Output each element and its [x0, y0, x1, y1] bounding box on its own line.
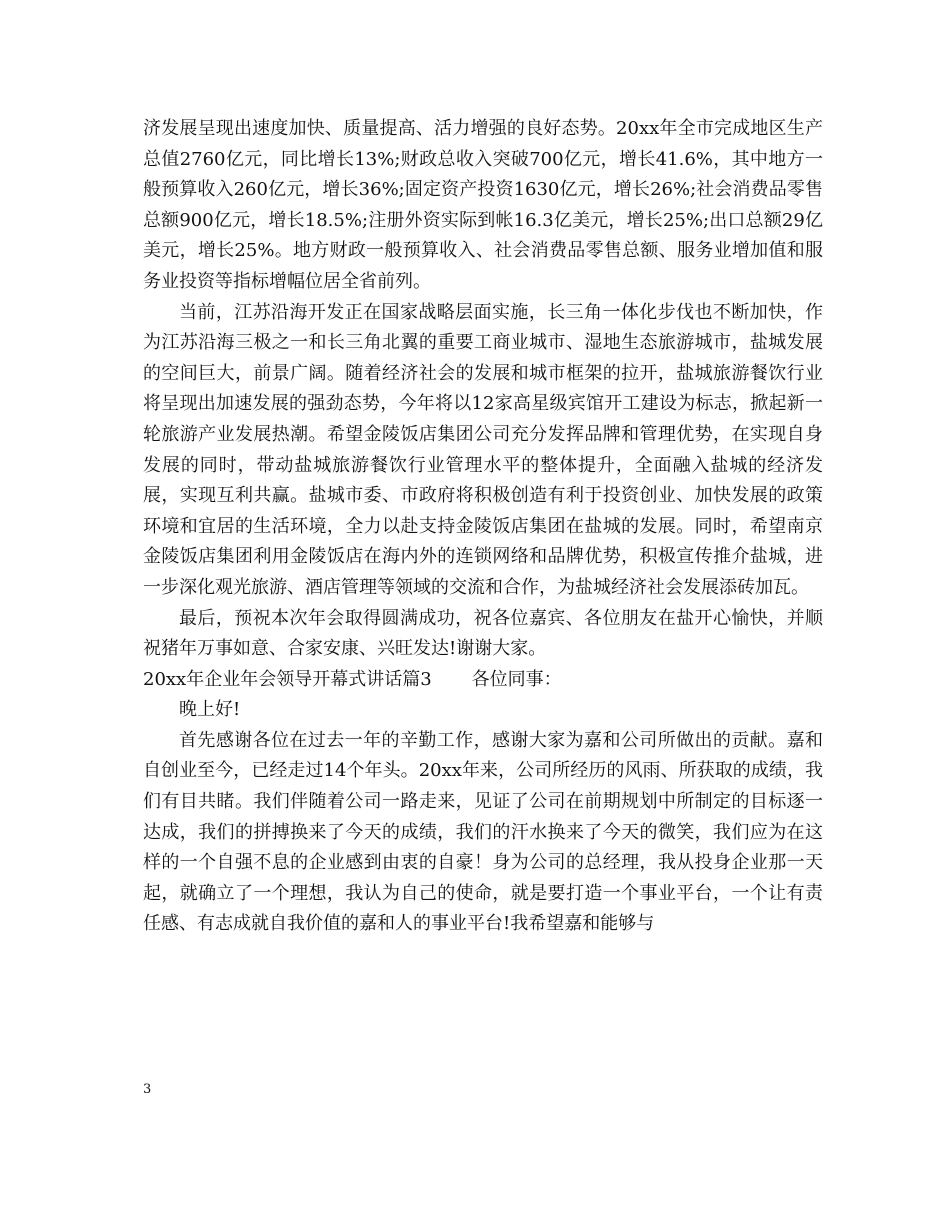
document-body — [143, 114, 823, 940]
paragraph-closing-wishes: 最后，预祝本次年会取得圆满成功，祝各位嘉宾、各位朋友在盐开心愉快，并顺祝猪年万事如意、合家安康、兴旺发达!谢谢大家。 — [143, 607, 823, 660]
greeting: 晚上好! — [179, 699, 241, 721]
paragraph-economy-stats: 济发展呈现出速度加快、质量提高、活力增强的良好态势。20xx年全市完成地区生产总值2760亿元，同比增长13%;财政总收入突破700亿元，增长41.6%，其中地方一般预算收入260亿元，增长36%;固定资产投资1630亿元，增长26%;社会消费品零售总额900亿元，增长18.5%;注册外资实际到帐16.3亿美元，增长25%;出口总额29亿美元，增长25%。地方财政一般预算收入、社会消费品零售总额、服务业增加值和服务业投资等指标增幅位居全省前列。 — [143, 118, 823, 292]
section-title: 20xx年企业年会领导开幕式讲话篇3 — [143, 668, 432, 690]
paragraph-coastal-development: 当前，江苏沿海开发正在国家战略层面实施，长三角一体化步伐也不断加快，作为江苏沿海三极之一和长三角北翼的重要工商业城市、湿地生态旅游城市，盐城发展的空间巨大，前景广阔。随着经济社会的发展和城市框架的拉开，盐城旅游餐饮行业将呈现出加速发展的强劲态势，今年将以12家高星级宾馆开工建设为标志，掀起新一轮旅游产业发展热潮。希望金陵饭店集团公司充分发挥品牌和管理优势，在实现自身发展的同时，带动盐城旅游餐饮行业管理水平的整体提升，全面融入盐城的经济发展，实现互利共赢。盐城市委、市政府将积极创造有利于投资创业、加快发展的政策环境和宜居的生活环境，全力以赴支持金陵饭店集团在盐城的发展。同时，希望南京金陵饭店集团利用金陵饭店在海内外的连锁网络和品牌优势，积极宣传推介盐城，进一步深化观光旅游、酒店管理等领域的交流和合作，为盐城经济社会发展添砖加瓦。 — [143, 301, 823, 598]
section-heading-line — [143, 665, 823, 696]
salutation: 各位同事： — [471, 668, 562, 690]
paragraph-company-thanks: 首先感谢各位在过去一年的辛勤工作，感谢大家为嘉和公司所做出的贡献。嘉和自创业至今，已经走过14个年头。20xx年来，公司所经历的风雨、所获取的成绩，我们有目共睹。我们伴随着公司一路走来，见证了公司在前期规划中所制定的目标逐一达成，我们的拼搏换来了今天的成绩，我们的汗水换来了今天的微笑，我们应为在这样的一个自强不息的企业感到由衷的自豪！身为公司的总经理，我从投身企业那一天起，就确立了一个理想，我认为自己的使命，就是要打造一个事业平台，一个让有责任感、有志成就自我价值的嘉和人的事业平台!我希望嘉和能够与 — [143, 729, 823, 935]
page-number: 3 — [143, 1082, 152, 1097]
